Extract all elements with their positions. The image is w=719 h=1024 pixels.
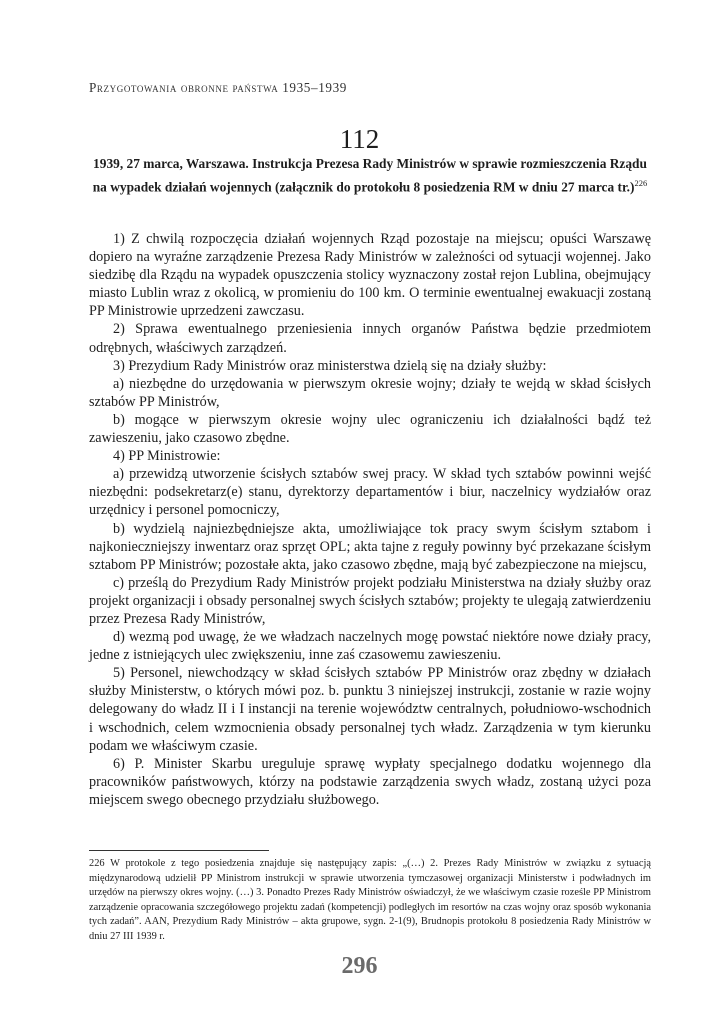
paragraph-3a: a) niezbędne do urzędowania w pierwszym okresie wojny; działy te wejdą w skład ścisłych sztabów PP Ministrów, xyxy=(89,375,651,410)
footnote-divider xyxy=(89,850,269,851)
document-title xyxy=(92,155,648,196)
paragraph-3b: b) mogące w pierwszym okresie wojny ulec ograniczeniu ich działalności bądź też zawieszeniu, jako czasowo zbędne. xyxy=(89,411,651,447)
document-body xyxy=(89,230,651,809)
paragraph-3: 3) Prezydium Rady Ministrów oraz ministerstwa dzielą się na działy służby: xyxy=(113,357,547,374)
paragraph-4c: c) prześlą do Prezydium Rady Ministrów projekt podziału Ministerstwa na działy służby oraz projekt organizacji i obsady personalnej swych ścisłych sztabów; projekty te ulegają zatwierdzeniu przez Prezesa Rady Ministrów, xyxy=(89,574,651,627)
paragraph-4b: b) wydzielą najniezbędniejsze akta, umożliwiające tok pracy swym ścisłym sztabom i najkonieczniejszy inwentarz oraz sprzęt OPL; akta tajne z reguły powinny być przekazane ścisłym sztabom PP Ministrów; pozostałe akta, jako czasowo zbędne, mają być zabezpieczone na miejscu, xyxy=(89,520,651,573)
paragraph-5: 5) Personel, niewchodzący w skład ścisłych sztabów PP Ministrów oraz zbędny w działach służby Ministerstw, o których mówi poz. b. punktu 3 niniejszej instrukcji, zostanie w razie wojny delegowany do władz II i I instancji na terenie województw centralnych, południowo-wschodnich i wschodnich, celem wzmocnienia obsady personalnej tych władz. Zarządzenia w tym kierunku podam we właściwym czasie. xyxy=(89,665,651,754)
footnote xyxy=(89,857,651,945)
paragraph-4d: d) wezmą pod uwagę, że we władzach naczelnych mogę powstać niektóre nowe działy pracy, jedne z istniejących ulec zwiększeniu, inne zaś czasowemu zawieszeniu. xyxy=(89,629,651,664)
paragraph-4: 4) PP Ministrowie: xyxy=(113,448,221,465)
paragraph-4a: a) przewidzą utworzenie ścisłych sztabów swej pracy. W skład tych sztabów powinni wejść niezbędni: podsekretarz(e) stanu, dyrektorzy departamentów i biur, naczelnicy wydziałów oraz urzędnicy i personel pomocniczy, xyxy=(89,466,651,519)
footnote-reference: 226 xyxy=(634,177,648,188)
page-number: 296 xyxy=(341,953,378,979)
paragraph-1: 1) Z chwilą rozpoczęcia działań wojennych Rząd pozostaje na miejscu; opuści Warszawę dopiero na wyraźne zarządzenie Prezesa Rady Ministrów w zależności od sytuacji wojennej. Jako siedzibę dla Rządu na wypadek opuszczenia stolicy wyznaczony został rejon Lublina, obejmujący miasto Lublin wraz z okolicą, w promieniu do 100 km. O terminie ewentualnej ewakuacji zostaną PP Ministrowie uprzedzeni zawczasu. xyxy=(89,231,651,320)
paragraph-6: 6) P. Minister Skarbu ureguluje sprawę wypłaty specjalnego dodatku wojennego dla pracowników państwowych, którzy na podstawie zarządzenia swych władz, zostaną użyci poza miejscem swego obecnego przydziału służbowego. xyxy=(89,755,651,808)
footnote-number: 226 xyxy=(89,858,105,869)
paragraph-2: 2) Sprawa ewentualnego przeniesienia innych organów Państwa będzie przedmiotem odrębnych, właściwych zarządzeń. xyxy=(89,321,651,356)
document-number: 112 xyxy=(339,124,380,154)
running-head: Przygotowania obronne państwa 1935–1939 xyxy=(89,80,347,95)
footnote-text: W protokole z tego posiedzenia znajduje się następujący zapis: „(…) 2. Prezes Rady Ministrów w związku z sytuacją międzynarodową udzielił PP Ministrom instrukcji w sprawie utworzenia tymczasowej organizacji Ministerstw i podwładnych im urzędów na pierwszy okres wojny. (…) 3. Ponadto Prezes Rady Ministrów oświadczył, że we właściwym czasie roześle PP Ministrom zarządzenie opracowania szczegółowego projektu zadań (kompetencji) podległych im resortów na czas wojny oraz sposób wykonania tych zadań”. AAN, Prezydium Rady Ministrów – akta grupowe, sygn. 2-1(9), Brudnopis protokołu 8 posiedzenia Rady Ministrów w dniu 27 III 1939 r. xyxy=(89,858,651,942)
document-title-text: 1939, 27 marca, Warszawa. Instrukcja Prezesa Rady Ministrów w sprawie rozmieszczenia Rządu na wypadek działań wojennych (załącznik do protokołu 8 posiedzenia RM w dniu 27 marca tr.) xyxy=(92,156,647,194)
